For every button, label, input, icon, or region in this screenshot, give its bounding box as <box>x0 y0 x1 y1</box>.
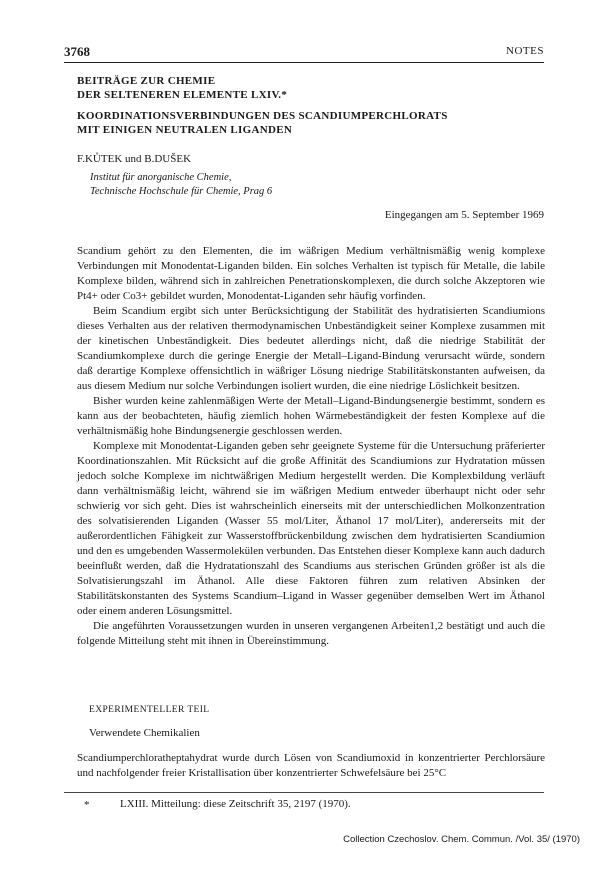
title-line-2: DER SELTENEREN ELEMENTE LXIV.* <box>77 89 288 101</box>
experimental-heading: EXPERIMENTELLER TEIL <box>89 705 210 715</box>
affiliation-line-1: Institut für anorganische Chemie, <box>90 172 232 183</box>
page-header <box>64 44 544 62</box>
paragraph-4: Komplexe mit Monodentat-Liganden geben sehr geeignete Systeme für die Untersuchung präferierter Koordinationszahlen. Mit Rücksicht auf die große Affinität des Scandiumions zur Hydratation müssen jedoch solche Komplexe im nichtwäßrigen Medium hergestellt werden. Die Komplexbildung verläuft dann verhältnismäßig leicht, während sie im wäßrigen Medium entweder überhaupt nicht oder sehr schwierig vor sich geht. Dies ist wahrscheinlich einerseits mit der unterschiedlichen Molkonzentration des solvatisierenden Liganden (Wasser 55 mol/Liter, Äthanol 17 mol/Liter), andererseits mit der außerordentlichen Fähigkeit zur Wasserstoffbrückenbildung zwischen dem hydratisierten Scandiumion und den es umgebenden Wassermolekülen verbunden. Das Entstehen dieser Komplexe kann auch dadurch beeinflußt werden, daß die Hydratationszahl des Scandiums aus sterischen Gründen größer ist als die Solvatisierungszahl im Äthanol. Alle diese Faktoren führen zum relativen Absinken der Stabilitätskonstanten des Systems Scandium–Ligand in Wasser gegenüber demselben Wert im Äthanol oder einem anderen Lösungsmittel. <box>77 440 545 617</box>
header-rule <box>64 62 544 63</box>
experimental-paragraph: Scandiumperchloratheptahydrat wurde durch Lösen von Scandiumoxid in konzentrierter Perchlorsäure und nachfolgender freier Kristallisation über konzentrierter Schwefelsäure bei 25°C <box>77 752 545 779</box>
subtitle-line-1: KOORDINATIONSVERBINDUNGEN DES SCANDIUMPERCHLORATS <box>77 110 448 122</box>
journal-citation: Collection Czechoslov. Chem. Commun. /Vol. 35/ (1970) <box>343 834 580 845</box>
paragraph-3: Bisher wurden keine zahlenmäßigen Werte der Metall–Ligand-Bindungsenergie bestimmt, sondern es kann aus der beobachteten, häufig ziemlich hohen Wärmebeständigkeit der festen Komplexe auf die verhältnismäßig hohe Bindungsenergie geschlossen werden. <box>77 395 545 437</box>
chemicals-subheading: Verwendete Chemikalien <box>89 727 200 739</box>
paragraph-5: Die angeführten Voraussetzungen wurden in unseren vergangenen Arbeiten1,2 bestätigt und auch die folgende Mitteilung steht mit ihnen in Übereinstimmung. <box>77 620 545 647</box>
page-number: 3768 <box>64 44 90 59</box>
section-label: NOTES <box>506 45 544 57</box>
received-date: Eingegangen am 5. September 1969 <box>384 209 544 221</box>
body-text <box>77 244 545 649</box>
subtitle-line-2: MIT EINIGEN NEUTRALEN LIGANDEN <box>77 124 293 136</box>
footnote-text: LXIII. Mitteilung: diese Zeitschrift 35, 2197 (1970). <box>120 798 351 810</box>
footnote-mark: * <box>84 799 90 811</box>
affiliation-line-2: Technische Hochschule für Chemie, Prag 6 <box>90 186 273 197</box>
paragraph-2: Beim Scandium ergibt sich unter Berücksichtigung der Stabilität des hydratisierten Scandiumions dieses Verhalten aus der relativen thermodynamischen Unbeständigkeit seiner Komplexe zusammen mit der kinetischen Unbeständigkeit. Dies bedeutet allerdings nicht, daß die niedrige Stabilität der Scandiumkomplexe durch die geringe Energie der Metall–Ligand-Bindung verursacht würde, sondern daß derartige Komplexe offensichtlich in wäßriger Lösung niedrige Stabilitätskonstanten aufweisen, da aus diesem Medium nur solche Verbindungen isoliert wurden, die eine niedrige Löslichkeit besitzen. <box>77 305 545 392</box>
footnote-rule <box>64 792 544 793</box>
paragraph-1: Scandium gehört zu den Elementen, die im wäßrigen Medium verhältnismäßig wenig komplexe Verbindungen mit Monodentat-Liganden bilden. Ein solches Verhalten ist typisch für Metalle, die labile Komplexe bilden, während sich in zahlreichen Penetrationskomplexen, die durch solche Akzeptoren wie Pt4+ oder Co3+ gebildet wurden, Monodentat-Liganden sehr häufig vorfinden. <box>77 245 545 302</box>
authors: F.KŮTEK und B.DUŠEK <box>77 153 192 165</box>
title-line-1: BEITRÄGE ZUR CHEMIE <box>77 75 216 87</box>
